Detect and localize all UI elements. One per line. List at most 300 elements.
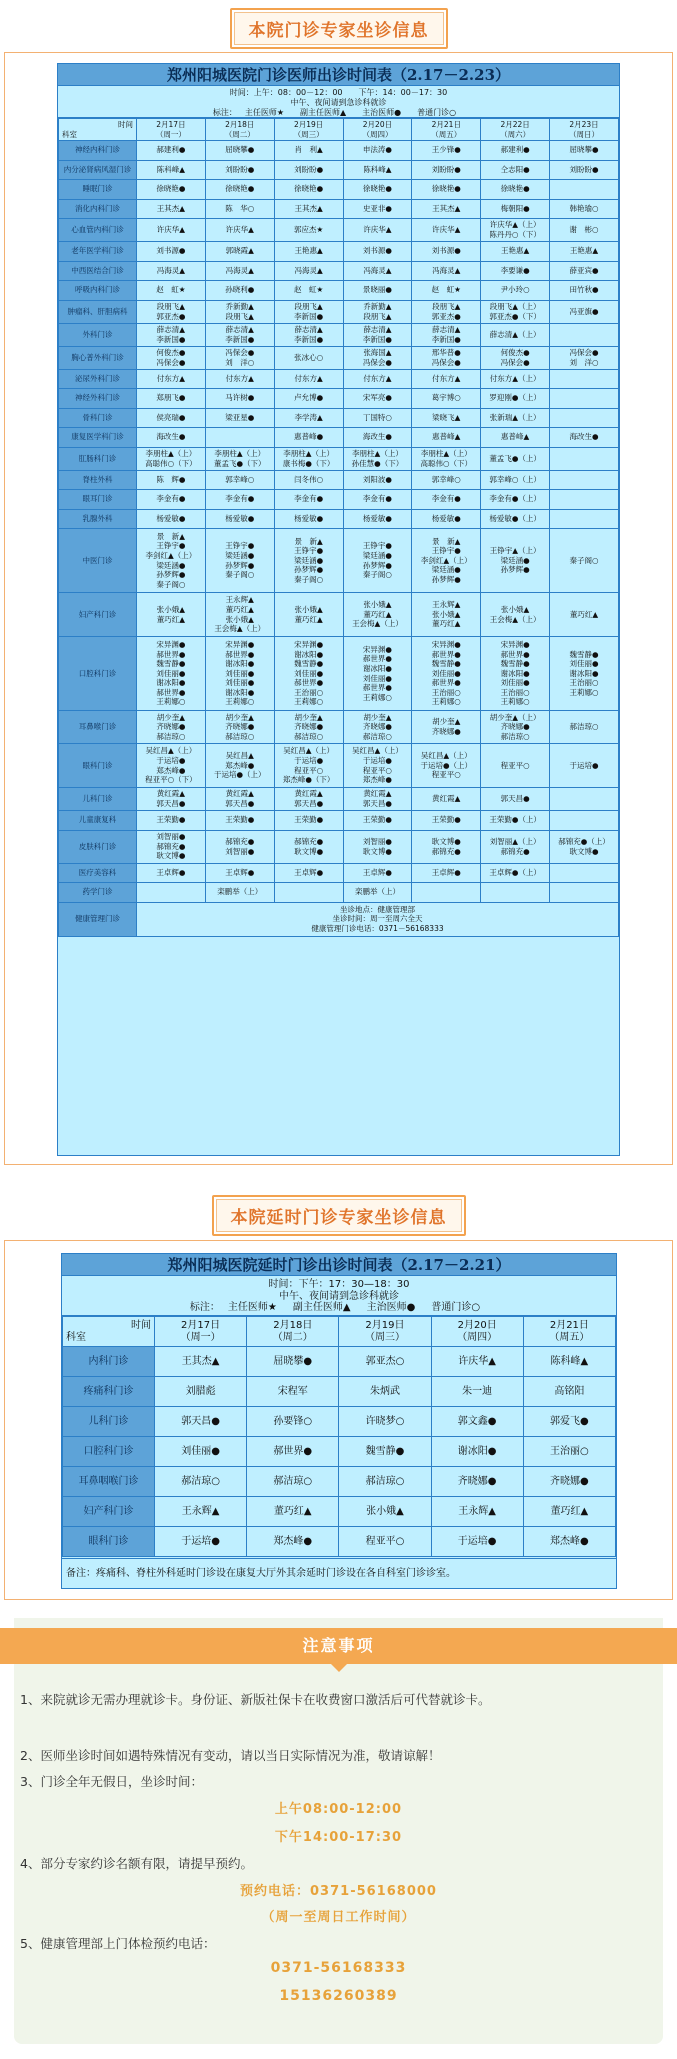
day-weekday: （周四） [457, 1331, 498, 1343]
notice-phone[interactable]: 预约电话：0371-56168000 [240, 1884, 437, 1899]
day-weekday: （周二） [272, 1331, 313, 1343]
day-date: 2月17日 [156, 119, 186, 129]
dept-cell: 眼科门诊 [63, 1527, 155, 1557]
day-header [412, 119, 481, 141]
table-row [59, 323, 619, 346]
schedule-cell [550, 470, 619, 490]
schedule-cell: 许庆华▲ [205, 219, 274, 242]
schedule-cell: 王荣勤● [412, 811, 481, 831]
schedule-cell: 刘腊彪 [155, 1377, 247, 1407]
table-row [59, 180, 619, 200]
schedule-cell: 吴红昌▲（上） 于运培● 程亚平○ 郑杰峰● [343, 744, 412, 788]
notice-item-4: 4、部分专家约诊名额有限，请提早预约。 [20, 1856, 253, 1871]
schedule-cell: 郭应杰★ [274, 219, 343, 242]
table-row [59, 883, 619, 903]
notice-title: 注意事项 [0, 1628, 677, 1664]
schedule-cell: 刘智丽● 郝锦充● 耿文博● [137, 830, 206, 863]
dept-cell: 医疗美容科 [59, 863, 137, 883]
schedule-cell: 乔新勤▲ 段朋飞▲ [205, 300, 274, 323]
schedule-cell: 付东方▲ [205, 369, 274, 389]
schedule-cell: 程亚平○ [481, 744, 550, 788]
schedule-cell: 黄红霞▲ [412, 788, 481, 811]
schedule-cell: 秦子阁○ [550, 529, 619, 593]
schedule-cell: 郝建利● [137, 141, 206, 161]
schedule-cell: 郝世界● [247, 1437, 339, 1467]
schedule-cell: 史亚非● [343, 199, 412, 219]
schedule-cell: 薛志清▲ 李新国● [274, 323, 343, 346]
day-date: 2月19日 [365, 1319, 405, 1331]
schedule-cell: 吴红昌▲（上） 于运培●（上） 程亚平○ [412, 744, 481, 788]
day-weekday: （周五） [431, 129, 462, 139]
schedule-cell: 韩艳瑜○ [550, 199, 619, 219]
dept-cell: 眼耳门诊 [59, 490, 137, 510]
schedule-cell: 冯保会● 刘 洋○ [550, 346, 619, 369]
schedule-cell: 董巧红▲ [523, 1497, 615, 1527]
schedule-cell: 海改生● [137, 428, 206, 448]
corner-time-label: 时间 [118, 119, 133, 129]
schedule-cell: 王卓辉● [343, 863, 412, 883]
schedule-cell: 王艳惠▲ [550, 242, 619, 262]
schedule-cell: 梁亚星● [205, 408, 274, 428]
schedule-cell: 段朋飞▲ 李新国● [274, 300, 343, 323]
dept-cell: 耳鼻喉门诊 [59, 711, 137, 744]
schedule-cell: 付东方▲ [412, 369, 481, 389]
table-row [59, 447, 619, 470]
schedule-cell [550, 883, 619, 903]
day-date: 2月21日 [549, 1319, 589, 1331]
table-row [63, 1347, 616, 1377]
dept-cell: 中西医结合门诊 [59, 261, 137, 281]
schedule-cell: 海改生● [343, 428, 412, 448]
day-date: 2月20日 [457, 1319, 497, 1331]
schedule-cell: 刘盼盼● [205, 160, 274, 180]
schedule-cell: 景晓丽● [343, 281, 412, 301]
schedule-cell: 栾鹏举（上） [343, 883, 412, 903]
schedule-cell: 惠普峰● [274, 428, 343, 448]
schedule-cell: 郝洁琼○ [155, 1467, 247, 1497]
notice-pm-hours: 下午14:00-17:30 [274, 1830, 403, 1845]
schedule-cell: 黄红霞▲ 郭天昌● [343, 788, 412, 811]
health-info-line: 坐诊时间：周一至周六全天 [332, 914, 423, 924]
schedule-cell: 冯海灵▲ [137, 261, 206, 281]
schedule-cell: 程亚平○ [339, 1527, 431, 1557]
notice-item-5: 5、健康管理部上门体检预约电话： [20, 1936, 216, 1951]
schedule-cell: 宋异渊● 郝世界● 魏雪静● 刘佳丽● 谢冰阳● 郝世界● 王莉娜○ [137, 637, 206, 711]
day-header [343, 119, 412, 141]
corner-header [63, 1317, 155, 1347]
schedule-cell: 王永辉▲ [431, 1497, 523, 1527]
schedule-cell: 段朋飞▲ 郭亚杰● [412, 300, 481, 323]
table-row [59, 428, 619, 448]
schedule-cell: 侯亮瑞● [137, 408, 206, 428]
dept-cell: 神经内科门诊 [59, 141, 137, 161]
schedule-cell: 屈晓攀● [247, 1347, 339, 1377]
dept-cell: 妇产科门诊 [63, 1497, 155, 1527]
schedule-cell: 薛志清▲ 李新国● [205, 323, 274, 346]
schedule-cell: 李金有● [412, 490, 481, 510]
table-row [59, 300, 619, 323]
schedule-cell [137, 883, 206, 903]
notice-tel-1[interactable]: 0371-56168333 [270, 1960, 407, 1976]
schedule-cell: 陈 华○ [205, 199, 274, 219]
day-header [523, 1317, 615, 1347]
schedule-cell: 杨爱敏● [412, 509, 481, 529]
schedule-cell: 宋异渊● 郝世界● 魏雪静● 刘佳丽● 郝世界● 王治丽○ 王莉娜○ [412, 637, 481, 711]
schedule-cell: 杨爱敏● [137, 509, 206, 529]
schedule-cell: 谢冰阳● [431, 1437, 523, 1467]
schedule-cell [550, 323, 619, 346]
section1-panel [4, 52, 673, 1165]
schedule-cell: 付东方▲（上） [481, 369, 550, 389]
schedule-cell [550, 490, 619, 510]
schedule-cell: 谢 彬○ [550, 219, 619, 242]
schedule-cell: 宋军亮● [343, 389, 412, 409]
dept-cell: 肛肠科门诊 [59, 447, 137, 470]
schedule-cell: 薛志清▲ 李新国● [137, 323, 206, 346]
schedule-cell: 许庆华▲ [137, 219, 206, 242]
schedule-title: 郑州阳城医院门诊医师出诊时间表（2.17－2.23） [58, 64, 619, 86]
schedule-cell: 田竹秋● [550, 281, 619, 301]
schedule-cell: 卢允博● [274, 389, 343, 409]
schedule-cell [550, 447, 619, 470]
schedule-cell: 黄红霞▲ 郭天昌● [137, 788, 206, 811]
schedule-cell: 陈 辉● [137, 470, 206, 490]
schedule-cell: 尹小玲○ [481, 281, 550, 301]
notice-item-2: 2、医师坐诊时间如遇特殊情况有变动，请以当日实际情况为准，敬请谅解！ [20, 1748, 441, 1763]
schedule-cell: 许庆华▲ [343, 219, 412, 242]
table-row [59, 711, 619, 744]
schedule-cell: 王永辉▲ 张小娥▲ 董巧红▲ [412, 593, 481, 637]
schedule-cell: 孙要锋○ [247, 1407, 339, 1437]
schedule-cell: 冯海灵▲ [343, 261, 412, 281]
table-row [59, 902, 619, 936]
schedule-cell: 于运培● [155, 1527, 247, 1557]
table-row [59, 529, 619, 593]
schedule-cell: 李朋柱▲（上） 康书梅●（下） [274, 447, 343, 470]
schedule-cell [205, 428, 274, 448]
corner-dept-label: 科室 [62, 129, 77, 139]
dept-cell: 中医门诊 [59, 529, 137, 593]
table-row [59, 199, 619, 219]
day-header [155, 1317, 247, 1347]
table-row [63, 1377, 616, 1407]
schedule-cell: 杨爱敏●（上） [481, 509, 550, 529]
schedule-cell: 屈晓攀● [550, 141, 619, 161]
notice-item-1: 1、来院就诊无需办理就诊卡。身份证、新版社保卡在收费窗口激活后可代替就诊卡。 [20, 1692, 491, 1707]
schedule-cell: 赵 虹★ [274, 281, 343, 301]
schedule-cell: 黄红霞▲ 郭天昌● [274, 788, 343, 811]
day-date: 2月20日 [362, 119, 393, 129]
schedule-cell: 郭幸峰○ [412, 470, 481, 490]
corner-header [59, 119, 137, 141]
dept-cell: 儿科门诊 [63, 1407, 155, 1437]
extended-note: 备注：疼痛科、脊柱外科延时门诊设在康复大厅外其余延时门诊设在各自科室门诊诊室。 [62, 1558, 616, 1588]
schedule-cell: 张小娥▲ 董巧红▲ [274, 593, 343, 637]
dept-cell: 神经外科门诊 [59, 389, 137, 409]
table-row [63, 1527, 616, 1557]
schedule-cell: 郭幸峰○（上） [481, 470, 550, 490]
dept-cell: 口腔科门诊 [59, 637, 137, 711]
schedule-cell: 王永辉▲ 董巧红▲ 张小娥▲ 王会梅▲（上） [205, 593, 274, 637]
extended-legend: 标注： 主任医师★ 副主任医师▲ 主治医师● 普通门诊○ [189, 1302, 481, 1313]
schedule-cell: 魏雪静● [339, 1437, 431, 1467]
schedule-cell: 郝洁琼○ [339, 1467, 431, 1497]
schedule-cell: 胡少奎▲ 齐晓娜● 郝洁琼○ [137, 711, 206, 744]
schedule-cell: 郝锦充●（上） 耿文博● [550, 830, 619, 863]
dept-cell: 疼痛科门诊 [63, 1377, 155, 1407]
schedule-cell [481, 883, 550, 903]
schedule-legend: 标注： 主任医师★ 副主任医师▲ 主治医师● 普通门诊○ [212, 108, 457, 117]
day-weekday: （周一） [180, 1331, 221, 1343]
schedule-cell: 李金有● [274, 490, 343, 510]
schedule-cell: 徐晓艳● [274, 180, 343, 200]
table-row [63, 1497, 616, 1527]
schedule-cell: 于运培● [431, 1527, 523, 1557]
table-row [59, 389, 619, 409]
schedule-cell: 杨爱敏● [343, 509, 412, 529]
schedule-cell: 吴红昌▲ 郑杰峰● 于运培●（上） [205, 744, 274, 788]
schedule-cell: 王卓辉● [205, 863, 274, 883]
schedule-cell: 宋异渊● 谢冰阳● 魏雪静● 刘佳丽● 郝世界● 王治丽○ 王莉娜○ [274, 637, 343, 711]
schedule-cell: 栾鹏举（上） [205, 883, 274, 903]
schedule-cell: 郑杰峰● [247, 1527, 339, 1557]
schedule-cell: 赵 虹★ [412, 281, 481, 301]
schedule-cell: 王荣勤●（上） [481, 811, 550, 831]
schedule-hours: 时间：上午：08：00－12：00 下午：14：00－17：30 [229, 88, 448, 97]
dept-cell: 康复医学科门诊 [59, 428, 137, 448]
day-header [550, 119, 619, 141]
schedule-cell: 王荣勤● [205, 811, 274, 831]
table-row [59, 811, 619, 831]
schedule-cell: 梁晓飞▲ [412, 408, 481, 428]
health-info-line: 坐诊地点：健康管理部 [340, 904, 415, 914]
schedule-cell: 郝建利● [481, 141, 550, 161]
day-header [205, 119, 274, 141]
schedule-cell: 徐晓艳● [137, 180, 206, 200]
schedule-cell: 景 新▲ 王铮宇● 李剑红▲（上） 梁廷涵● 孙梦辉● 秦子阁○ [137, 529, 206, 593]
day-weekday: （周三） [364, 1331, 405, 1343]
schedule-cell: 于运培● [550, 744, 619, 788]
schedule-cell: 刘智丽● 耿文博● [343, 830, 412, 863]
schedule-cell: 魏雪静● 刘佳丽● 谢冰阳● 王治丽○ 王莉娜○ [550, 637, 619, 711]
schedule-cell: 宋异渊● 郝世界● 魏雪静● 谢冰阳● 刘佳丽● 王治丽○ 王莉娜○ [481, 637, 550, 711]
schedule-cell: 王艳惠▲ [274, 242, 343, 262]
notice-item-3: 3、门诊全年无假日，坐诊时间： [20, 1774, 203, 1789]
schedule-cell: 仝志阳● [481, 160, 550, 180]
schedule-cell: 郭晓霞▲ [205, 242, 274, 262]
schedule-cell: 景 新▲ 王铮宇● 梁廷涵● 孙梦辉● 秦子阁○ [274, 529, 343, 593]
schedule-cell: 薛志清▲（上） [481, 323, 550, 346]
table-row [59, 408, 619, 428]
table-row [59, 593, 619, 637]
health-info-cell [137, 902, 619, 936]
schedule-cell [550, 369, 619, 389]
schedule-cell: 李金有● [137, 490, 206, 510]
schedule-cell: 徐晓艳● [412, 180, 481, 200]
schedule-cell: 李朋柱▲（上） 董孟飞●（下） [205, 447, 274, 470]
schedule-cell: 赵 虹★ [137, 281, 206, 301]
dept-cell: 外科门诊 [59, 323, 137, 346]
table-row [59, 242, 619, 262]
schedule-cell: 郭天昌● [481, 788, 550, 811]
schedule-cell [550, 180, 619, 200]
schedule-cell: 胡少奎▲（上） 齐晓娜● 郝洁琼○ [481, 711, 550, 744]
schedule-cell: 徐晓艳● [343, 180, 412, 200]
schedule-cell [412, 883, 481, 903]
table-row [59, 788, 619, 811]
schedule-cell: 朱一迪 [431, 1377, 523, 1407]
schedule-cell: 吴红昌▲（上） 于运培● 郑杰峰● 程亚平○（下） [137, 744, 206, 788]
dept-cell: 消化内科门诊 [59, 199, 137, 219]
schedule-cell: 董巧红▲ [247, 1497, 339, 1527]
dept-cell: 泌尿外科门诊 [59, 369, 137, 389]
schedule-cell: 孙晓利● [205, 281, 274, 301]
section2-title-badge [212, 1195, 466, 1236]
schedule-cell: 刘盼盼● [274, 160, 343, 180]
table-row [59, 141, 619, 161]
dept-cell: 健康管理门诊 [59, 902, 137, 936]
table-row [59, 470, 619, 490]
schedule-cell: 冯海灵▲ [274, 261, 343, 281]
table-row [63, 1437, 616, 1467]
table-row [59, 744, 619, 788]
dept-cell: 皮肤科门诊 [59, 830, 137, 863]
schedule-cell: 陈科峰▲ [343, 160, 412, 180]
schedule-cell: 乔新勤▲ 段朋飞▲ [343, 300, 412, 323]
notice-am-hours: 上午08:00-12:00 [274, 1802, 403, 1817]
schedule-cell [550, 788, 619, 811]
notice-tel-2[interactable]: 15136260389 [279, 1988, 398, 2004]
table-row [59, 346, 619, 369]
schedule-cell: 耿文博● 郝锦充● [412, 830, 481, 863]
schedule-cell [550, 389, 619, 409]
day-weekday: （周四） [362, 129, 393, 139]
schedule-cell: 段朋飞▲ 郭亚杰● [137, 300, 206, 323]
corner-time-label: 时间 [131, 1319, 151, 1331]
schedule-cell: 王其杰▲ [412, 199, 481, 219]
schedule-cell: 胡少奎▲ 齐晓娜● 郝洁琼○ [343, 711, 412, 744]
table-row [59, 490, 619, 510]
schedule-cell: 海改生● [550, 428, 619, 448]
schedule-cell: 闫冬伟○ [274, 470, 343, 490]
table-row [63, 1407, 616, 1437]
schedule-table [58, 118, 619, 937]
section1-title-badge [230, 8, 448, 49]
schedule-header [58, 86, 619, 118]
day-weekday: （周二） [224, 129, 255, 139]
schedule-cell: 刘书源● [343, 242, 412, 262]
schedule-cell: 李朋柱▲（上） 孙佳慧●（下） [343, 447, 412, 470]
dept-cell: 肿瘤科、肝胆病科 [59, 300, 137, 323]
schedule-cell: 齐晓娜● [431, 1467, 523, 1497]
day-header [137, 119, 206, 141]
corner-dept-label: 科室 [66, 1331, 86, 1343]
schedule-cell: 王卓辉●（上） [481, 863, 550, 883]
schedule-cell: 高铭阳 [523, 1377, 615, 1407]
schedule-cell: 宋异渊● 郝世界● 谢冰阳● 刘佳丽● 郝世界● 王莉娜○ [343, 637, 412, 711]
day-date: 2月17日 [181, 1319, 221, 1331]
day-weekday: （周六） [500, 129, 531, 139]
schedule-cell: 申法涛● [343, 141, 412, 161]
table-row [59, 261, 619, 281]
schedule-cell: 杨爱敏● [205, 509, 274, 529]
schedule-cell: 杨爱敏● [274, 509, 343, 529]
day-header [481, 119, 550, 141]
table-row [59, 281, 619, 301]
schedule-cell: 王其杰▲ [274, 199, 343, 219]
schedule-cell: 刘佳丽● [155, 1437, 247, 1467]
table-row [59, 863, 619, 883]
dept-cell: 心血管内科门诊 [59, 219, 137, 242]
schedule-cell: 刘智丽▲（上） 郝锦充● [481, 830, 550, 863]
schedule-cell: 薛志清▲ 李新国● [412, 323, 481, 346]
schedule-cell: 王其杰▲ [137, 199, 206, 219]
schedule-cell: 吴红昌▲（上） 于运培● 程亚平○ 郑杰峰●（下） [274, 744, 343, 788]
outpatient-schedule [57, 63, 620, 1156]
schedule-evening-note: 中午、夜间请到急诊科就诊 [290, 98, 387, 107]
schedule-cell: 王少锋● [412, 141, 481, 161]
section1-title: 本院门诊专家坐诊信息 [234, 12, 444, 45]
schedule-cell: 宋程军 [247, 1377, 339, 1407]
dept-cell: 乳腺外科 [59, 509, 137, 529]
day-header [247, 1317, 339, 1347]
dept-cell: 呼吸内科门诊 [59, 281, 137, 301]
schedule-cell [274, 883, 343, 903]
schedule-cell: 冯亚旗● [550, 300, 619, 323]
schedule-cell: 李金有●（上） [481, 490, 550, 510]
schedule-cell: 胡少奎▲ 齐晓娜● 郝洁琼○ [274, 711, 343, 744]
schedule-cell: 朱炳武 [339, 1377, 431, 1407]
extended-schedule-table [62, 1316, 616, 1557]
schedule-cell: 郭幸峰○ [205, 470, 274, 490]
schedule-cell: 景 新▲ 王铮宇● 李剑红▲（上） 梁廷涵● 孙梦辉● [412, 529, 481, 593]
table-row [59, 160, 619, 180]
table-row [59, 637, 619, 711]
day-date: 2月18日 [273, 1319, 313, 1331]
schedule-cell: 丁国特○ [343, 408, 412, 428]
section2-title: 本院延时门诊专家坐诊信息 [216, 1199, 462, 1232]
extended-evening-note: 中午、夜间请到急诊科就诊 [279, 1290, 399, 1302]
schedule-cell: 郝洁琼○ [247, 1467, 339, 1497]
schedule-cell: 张小娥▲ 王会梅▲（上） [481, 593, 550, 637]
day-weekday: （周三） [293, 129, 324, 139]
schedule-cell: 马许树● [205, 389, 274, 409]
table-row [59, 369, 619, 389]
schedule-cell: 张冰心○ [274, 346, 343, 369]
dept-cell: 内分泌肾病风湿门诊 [59, 160, 137, 180]
extended-schedule-header [62, 1276, 616, 1316]
schedule-cell: 郭亚杰○ [339, 1347, 431, 1377]
schedule-cell: 薛志清▲ 李新国● [343, 323, 412, 346]
schedule-cell: 惠普峰▲ [412, 428, 481, 448]
dept-cell: 胸心普外科门诊 [59, 346, 137, 369]
schedule-cell: 齐晓娜● [523, 1467, 615, 1497]
schedule-cell: 陈科峰▲ [523, 1347, 615, 1377]
schedule-cell: 董孟飞●（上） [481, 447, 550, 470]
schedule-cell: 张小娥▲ [339, 1497, 431, 1527]
schedule-cell [550, 408, 619, 428]
day-header [274, 119, 343, 141]
schedule-cell: 张新瑞▲（上） [481, 408, 550, 428]
schedule-cell: 刘盼盼● [550, 160, 619, 180]
schedule-cell: 邢华普● 冯保会● [412, 346, 481, 369]
day-header [431, 1317, 523, 1347]
schedule-cell: 刘书源● [412, 242, 481, 262]
schedule-cell: 冯海灵▲ [412, 261, 481, 281]
schedule-cell: 胡少奎▲ 齐晓娜● 郝洁琼○ [205, 711, 274, 744]
table-row [59, 830, 619, 863]
schedule-cell: 冯保会● 刘 洋○ [205, 346, 274, 369]
